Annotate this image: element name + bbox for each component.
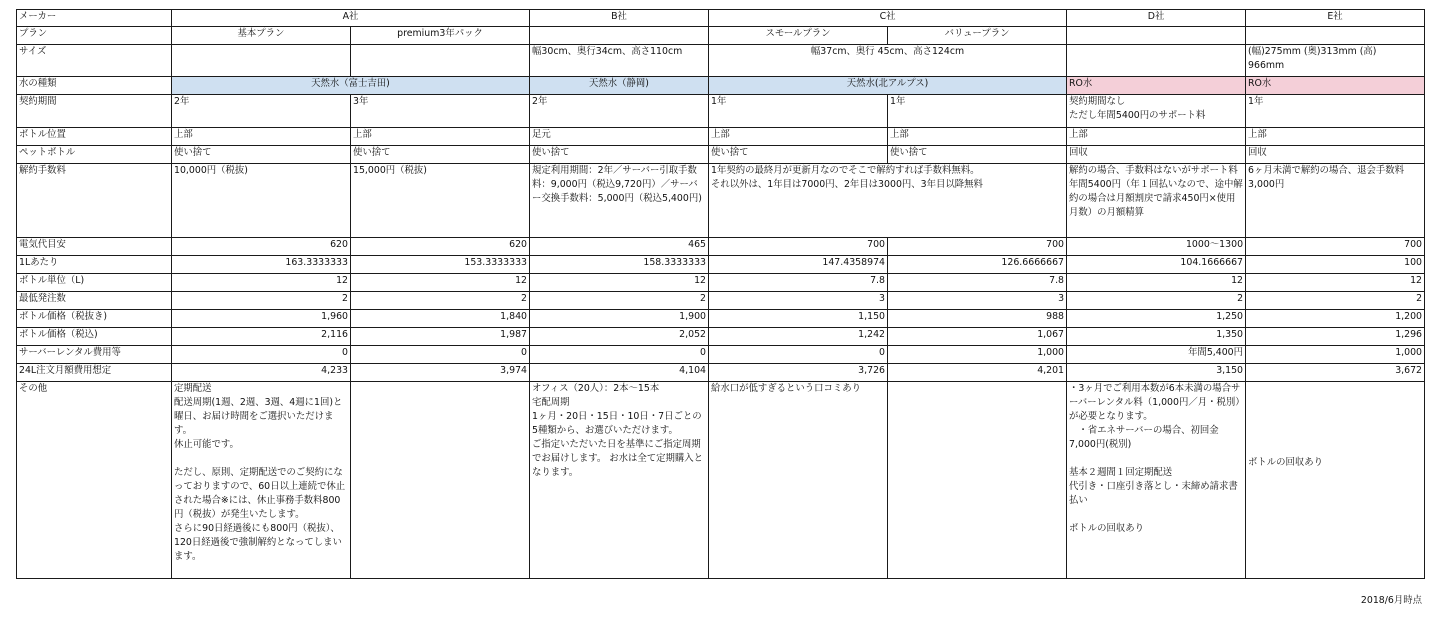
cell: 10,000円（税抜) [172,164,351,238]
cell: 1,960 [172,310,351,328]
row-label: 24L注文月額費用想定 [17,364,172,382]
cell: 700 [888,238,1067,256]
row-label: サーバーレンタル費用等 [17,346,172,364]
cell: 12 [1246,274,1425,292]
cell: 1,242 [709,328,888,346]
cell: 3,726 [709,364,888,382]
cell: 153.3333333 [351,256,530,274]
row-label: 電気代目安 [17,238,172,256]
cell: 1,000 [1246,346,1425,364]
cell: 12 [172,274,351,292]
row-contract [17,95,1425,128]
cell: 上部 [888,128,1067,146]
row-label: 1Lあたり [17,256,172,274]
row-label: 解約手数料 [17,164,172,238]
row-label: プラン [17,27,172,45]
cell: 12 [530,274,709,292]
cell: 0 [351,346,530,364]
cell: 4,104 [530,364,709,382]
cell: 6ヶ月未満で解約の場合、退会手数料3,000円 [1246,164,1425,238]
row-price-in-tax [17,328,1425,346]
cell: 465 [530,238,709,256]
cell: 1,296 [1246,328,1425,346]
cell: 1,350 [1067,328,1246,346]
row-label: ボトル価格（税込) [17,328,172,346]
cell: 使い捨て [530,146,709,164]
cell: 基本プラン [172,27,351,45]
cell: 100 [1246,256,1425,274]
row-label: サイズ [17,45,172,77]
cell: 0 [172,346,351,364]
cell: 1,150 [709,310,888,328]
cell: バリュープラン [888,27,1067,45]
cell: 2 [1246,292,1425,310]
cell: 1,840 [351,310,530,328]
cell: ボトルの回収あり [1246,382,1425,579]
cell: 988 [888,310,1067,328]
cell: RO水 [1067,77,1246,95]
cell: 幅30cm、奥行34cm、高さ110cm [530,45,709,77]
cell: 1,900 [530,310,709,328]
row-electric [17,238,1425,256]
cell: 7.8 [709,274,888,292]
row-label: 最低発注数 [17,292,172,310]
cell: 1,987 [351,328,530,346]
row-bottle-unit [17,274,1425,292]
cell [1246,27,1425,45]
cell: 158.3333333 [530,256,709,274]
row-label: ボトル価格（税抜き) [17,310,172,328]
cell: 12 [1067,274,1246,292]
cell: 2 [172,292,351,310]
cell: 1年契約の最終月が更新月なのでそこで解約すれば手数料無料。 それ以外は、1年目は7000円、2年目は3000円、3年目以降無料 [709,164,1067,238]
cell: 1000〜1300 [1067,238,1246,256]
cell: 620 [172,238,351,256]
cell [888,382,1067,579]
cell: 定期配送 配送周期(1週、2週、3週、4週に1回)と曜日、お届け時間をご選択いただけます。 休止可能です。 ただし、原則、定期配送でのご契約になっておりますので、60日以上連続で休止された場合※には、休止事務手数料800円（税抜）が発生いたします。 さらに90日経過後にも800円（税抜）、120日経過後で強制解約となってしまいます。 [172,382,351,579]
cell: 15,000円（税抜) [351,164,530,238]
cell: 3 [888,292,1067,310]
cell: 1,067 [888,328,1067,346]
cell: 3 [709,292,888,310]
cell: 3,974 [351,364,530,382]
cell [351,45,530,77]
row-maker [17,10,1425,27]
row-plan [17,27,1425,45]
cell: 上部 [351,128,530,146]
row-cancel-fee [17,164,1425,238]
cell: 回収 [1246,146,1425,164]
row-per-liter [17,256,1425,274]
cell: (幅)275mm (奥)313mm (高) 966mm [1246,45,1425,77]
row-min-order [17,292,1425,310]
cell: 幅37cm、奥行 45cm、高さ124cm [709,45,1067,77]
cell: 2年 [172,95,351,128]
cell: 1,200 [1246,310,1425,328]
cell: 12 [351,274,530,292]
row-other [17,382,1425,579]
cell: 147.4358974 [709,256,888,274]
footnote: 2018/6月時点 [1360,595,1422,606]
cell: 解約の場合、手数料はないがサポート料年間5400円（年１回払いなので、途中解約の場合は月額割戻で請求450円×使用月数）の月額精算 [1067,164,1246,238]
cell: 0 [709,346,888,364]
row-label: ボトル単位（L) [17,274,172,292]
cell: 1年 [888,95,1067,128]
cell: 回収 [1067,146,1246,164]
row-monthly-cost [17,364,1425,382]
cell: スモールプラン [709,27,888,45]
row-water [17,77,1425,95]
cell: 上部 [1067,128,1246,146]
cell: オフィス（20人）：2本〜15本 宅配周期 1ヶ月・20日・15日・10日・7日ごとの5種類から、お選びいただけます。 ご指定いただいた日を基準にご指定周期でお届けします。 お水は全て定期購入となります。 [530,382,709,579]
row-label: ボトル位置 [17,128,172,146]
cell: C社 [709,10,1067,27]
cell: E社 [1246,10,1425,27]
cell: 1年 [1246,95,1425,128]
row-label: メーカー [17,10,172,27]
cell: 上部 [1246,128,1425,146]
cell: ・3ヶ月でご利用本数が6本未満の場合サーバーレンタル料（1,000円／月・税別）が必要となります。 ・省エネサーバーの場合、初回金7,000円(税別) 基本２週間１回定期配送 代引き・口座引き落とし・末締め請求書払い ボトルの回収あり [1067,382,1246,579]
row-label: その他 [17,382,172,579]
cell: 使い捨て [351,146,530,164]
cell: 0 [530,346,709,364]
cell: 天然水（静岡) [530,77,709,95]
cell: A社 [172,10,530,27]
cell [351,382,530,579]
cell: 2,116 [172,328,351,346]
cell: 163.3333333 [172,256,351,274]
cell: B社 [530,10,709,27]
cell: 7.8 [888,274,1067,292]
cell: 天然水（富士吉田) [172,77,530,95]
cell [530,27,709,45]
cell [1067,45,1246,77]
cell: 契約期間なし ただし年間5400円のサポート料 [1067,95,1246,128]
cell: premium3年パック [351,27,530,45]
cell: 1,250 [1067,310,1246,328]
cell: RO水 [1246,77,1425,95]
cell: 2 [351,292,530,310]
cell: 足元 [530,128,709,146]
row-bottle-position [17,128,1425,146]
cell: 規定利用期間：2年／サーバー引取手数料：9,000円（税込9,720円）／サーバー交換手数料：5,000円（税込5,400円) [530,164,709,238]
cell: 天然水(北アルプス) [709,77,1067,95]
cell: 給水口が低すぎるという口コミあり [709,382,888,579]
row-label: ペットボトル [17,146,172,164]
row-pet-bottle [17,146,1425,164]
cell [172,45,351,77]
cell: D社 [1067,10,1246,27]
cell: 年間5,400円 [1067,346,1246,364]
cell: 2 [530,292,709,310]
cell: 使い捨て [709,146,888,164]
cell: 4,233 [172,364,351,382]
cell: 3,672 [1246,364,1425,382]
cell: 1,000 [888,346,1067,364]
cell: 4,201 [888,364,1067,382]
row-size [17,45,1425,77]
row-price-ex-tax [17,310,1425,328]
cell: 700 [1246,238,1425,256]
cell: 上部 [709,128,888,146]
cell: 2 [1067,292,1246,310]
cell: 104.1666667 [1067,256,1246,274]
cell: 126.6666667 [888,256,1067,274]
cell: 上部 [172,128,351,146]
comparison-table [16,9,1425,579]
cell: 2年 [530,95,709,128]
cell: 1年 [709,95,888,128]
cell: 使い捨て [172,146,351,164]
cell: 620 [351,238,530,256]
row-rental [17,346,1425,364]
cell: 使い捨て [888,146,1067,164]
cell: 700 [709,238,888,256]
row-label: 水の種類 [17,77,172,95]
row-label: 契約期間 [17,95,172,128]
cell: 3,150 [1067,364,1246,382]
cell [1067,27,1246,45]
cell: 2,052 [530,328,709,346]
cell: 3年 [351,95,530,128]
